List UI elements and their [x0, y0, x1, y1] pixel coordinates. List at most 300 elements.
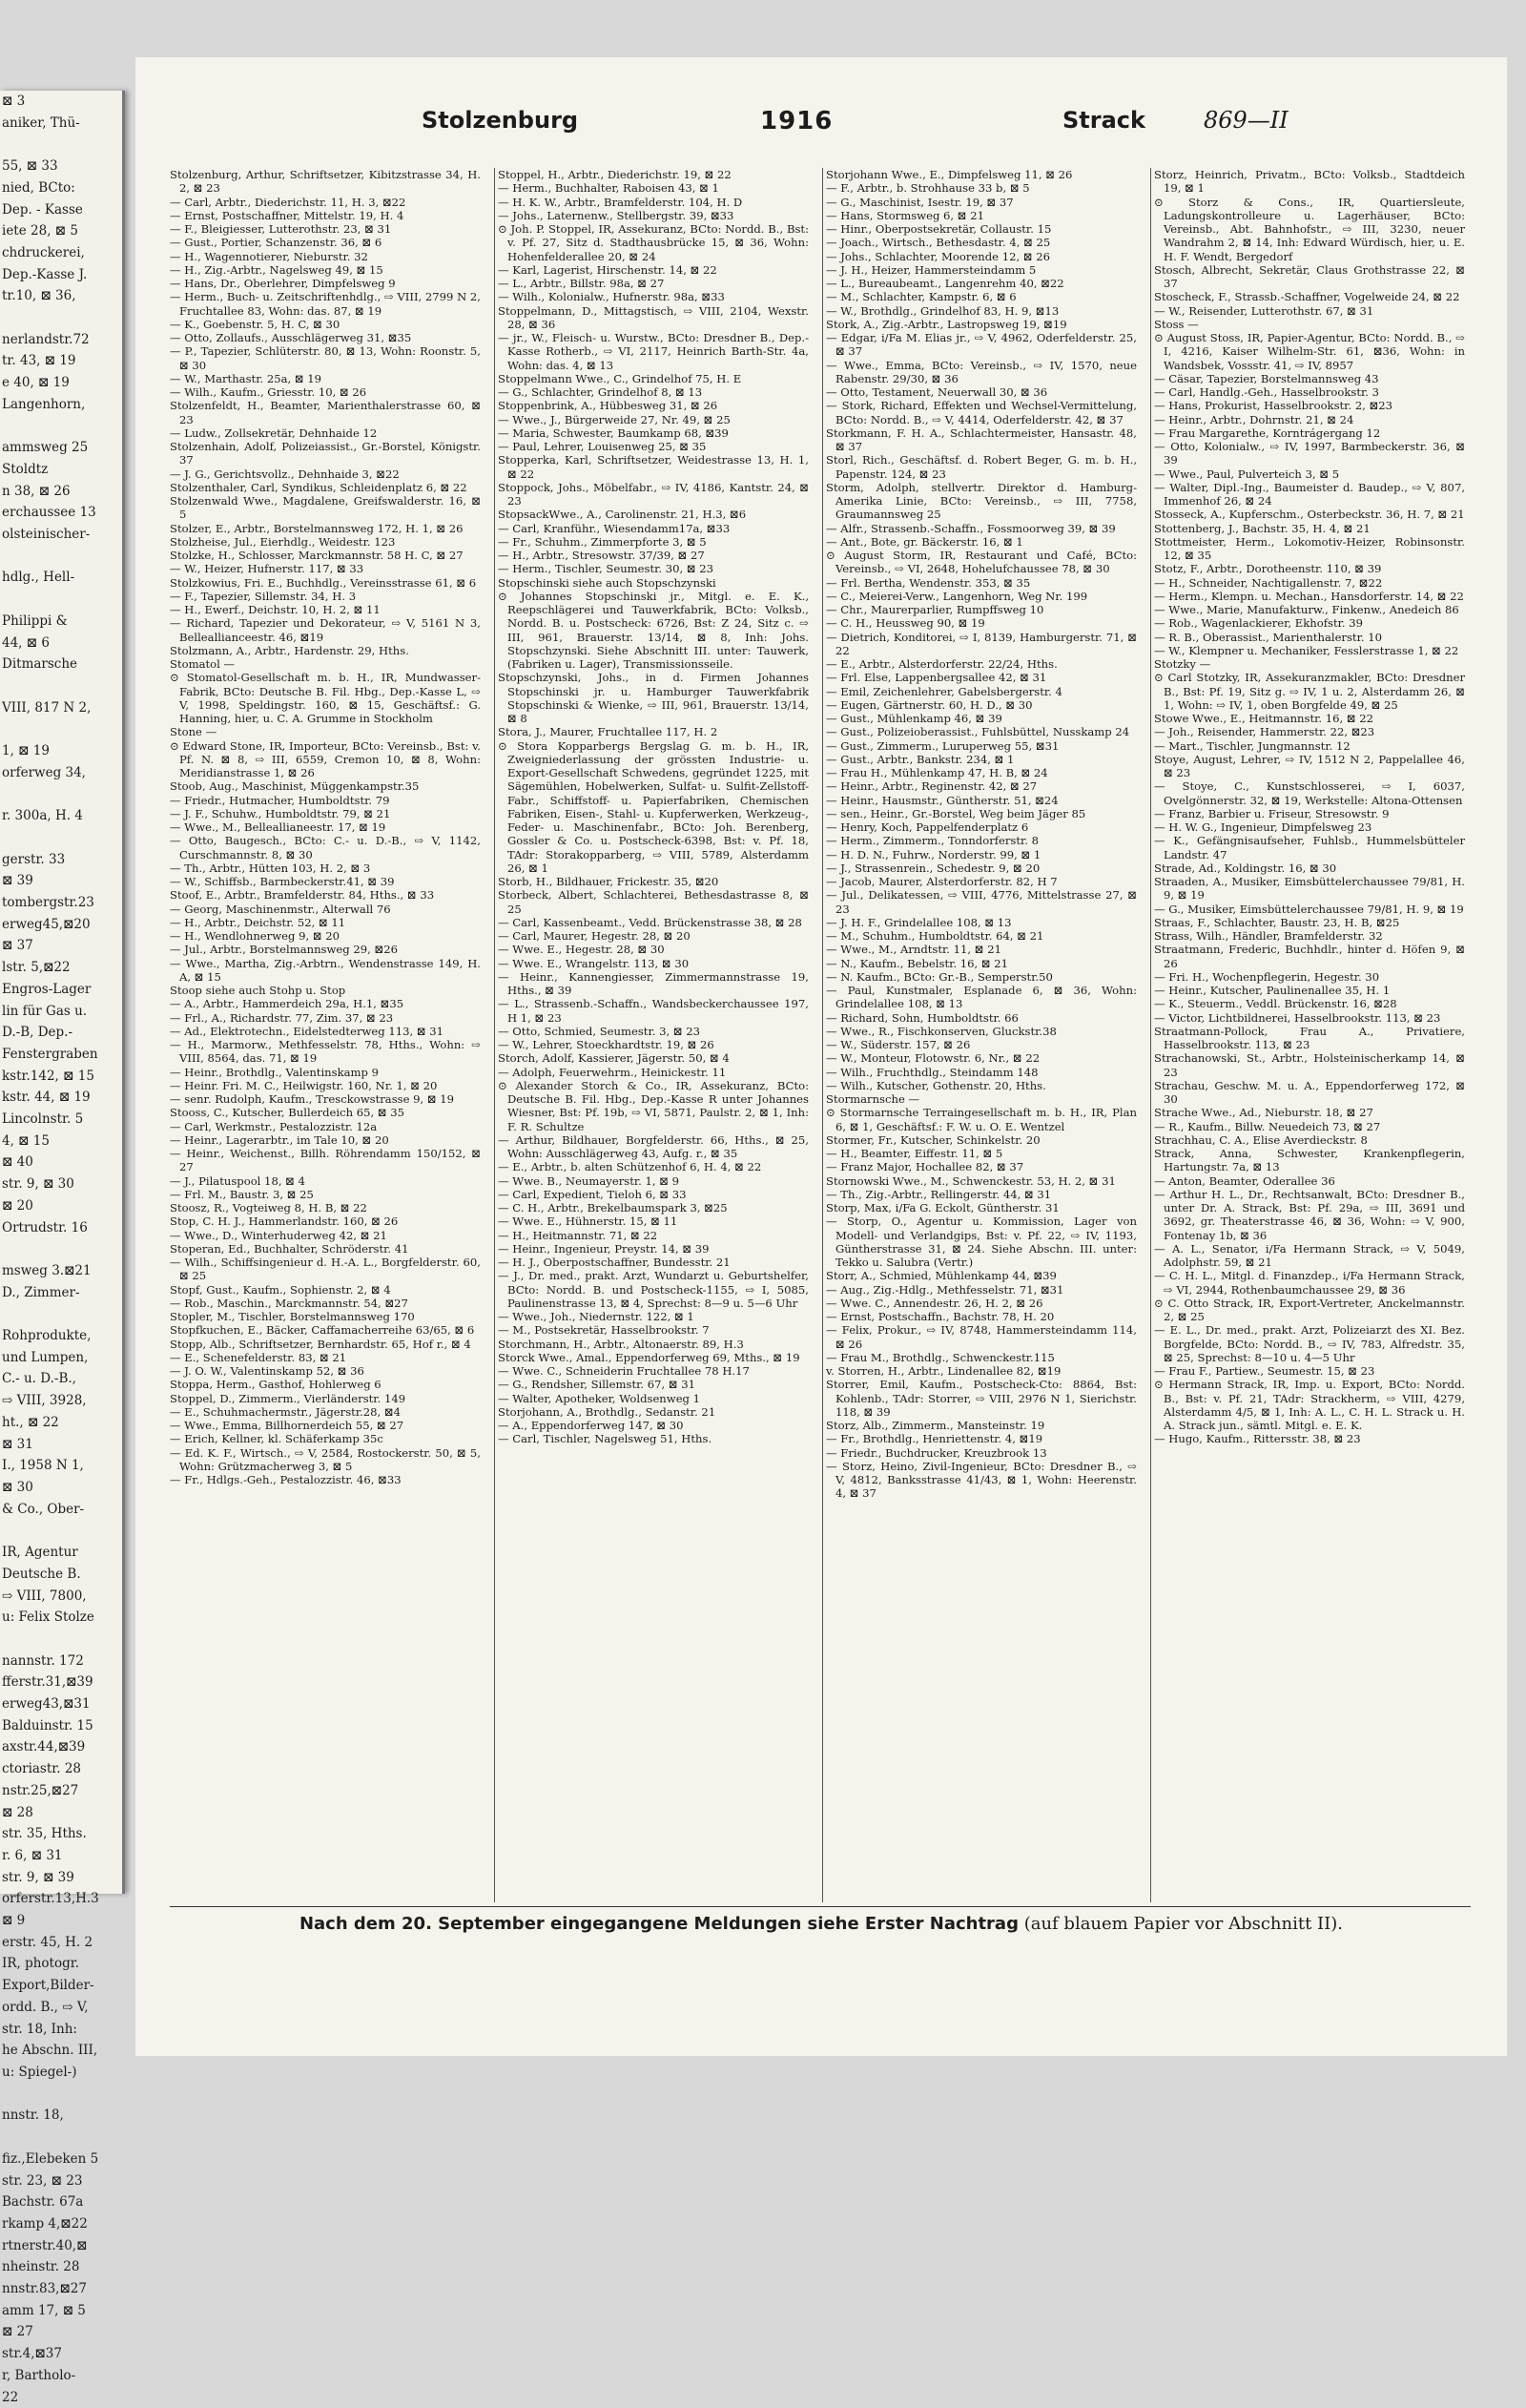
directory-entry: Stormer, Fr., Kutscher, Schinkelstr. 20 — [826, 1132, 1041, 1147]
directory-entry: Storr, A., Schmied, Mühlenkamp 44, ⊠39 — [826, 1269, 1057, 1283]
directory-entry: — Heinr., Arbtr., Dohrnstr. 21, ⊠ 24 — [1154, 412, 1354, 426]
directory-entry: — C., Meierei-Verw., Langenhorn, Weg Nr. 199 — [826, 589, 1088, 603]
directory-entry: Stoof, E., Arbtr., Bramfelderstr. 84, Hths., ⊠ 33 — [170, 888, 435, 903]
directory-entry: — Aug., Zig.-Hdlg., Methfesselstr. 71, ⊠31 — [826, 1282, 1064, 1297]
left-page-fragment: Stoldtz — [2, 461, 49, 477]
directory-entry: Stopp, Alb., Schriftsetzer, Bernhardstr. 65, Hof r., ⊠ 4 — [170, 1337, 471, 1351]
directory-entry: — Gust., Zimmerm., Luruperweg 55, ⊠31 — [826, 738, 1060, 753]
directory-entry: — Franz Major, Hochallee 82, ⊠ 37 — [826, 1160, 1024, 1174]
directory-entry: — H. K. W., Arbtr., Bramfelderstr. 104, H. D — [498, 195, 743, 209]
directory-entry: — Jacob, Maurer, Alsterdorferstr. 82, H 7 — [826, 875, 1058, 888]
directory-entry: — Heinr., Ingenieur, Preystr. 14, ⊠ 39 — [498, 1241, 710, 1256]
directory-entry: Stottmeister, Herm., Lokomotiv-Heizer, Robinsonstr. 12, ⊠ 35 — [1154, 534, 1465, 562]
directory-entry: — Richard, Tapezier und Dekorateur, ⇨ V, 5161 N 3, Belleallianceestr. 46, ⊠19 — [170, 616, 481, 644]
directory-entry: — Felix, Prokur., ⇨ IV, 8748, Hammersteindamm 114, ⊠ 26 — [826, 1323, 1137, 1351]
directory-entry: — W., Reisender, Lutterothstr. 67, ⊠ 31 — [1154, 303, 1374, 318]
footer-note-bold: Nach dem 20. September eingegangene Meldungen siehe Erster Nachtrag — [299, 1914, 1019, 1934]
directory-entry: ⊙ Stora Kopparbergs Bergslag G. m. b. H., IR, Zweigniederlassung der grössten Industrie- u. Export-Gesellschaft Schwedens, gegründet 1225, mit Sägemühlen, Hobelwerken, Sulfat- u. Sulfit-Zellstoff-Fabr., Schiffstoff- u. Papierfabriken, Chemischen Fabriken, Eisen-, Stahl- u. Kupferwerken, Werkzeug-, Feder- u. Maschinenfabr., BCto: Joh. Berenberg, Gossler & Co. u. Postscheck-6398, Bst: v. Pf. 18, TAdr: Storakopparberg, ⇨ VIII, 5789, Alsterdamm 26, ⊠ 1 — [498, 738, 809, 875]
directory-entry: — Wwe., Emma, BCto: Vereinsb., ⇨ IV, 1570, neue Rabenstr. 29/30, ⊠ 36 — [826, 358, 1137, 385]
directory-entry: — Wwe. C., Schneiderin Fruchtallee 78 H.17 — [498, 1364, 750, 1378]
directory-entry: Stottenberg, J., Bachstr. 35, H. 4, ⊠ 21 — [1154, 521, 1371, 535]
header-left-catchword: Stolzenburg — [422, 107, 579, 134]
left-page-fragment: n 38, ⊠ 26 — [2, 483, 71, 499]
directory-entry: — Fr., Schuhm., Zimmerpforte 3, ⊠ 5 — [498, 534, 707, 549]
directory-entry: — W., Heizer, Hufnerstr. 117, ⊠ 33 — [170, 562, 364, 576]
left-page-fragment: str. 23, ⊠ 23 — [2, 2172, 83, 2189]
directory-entry: Stolzenfeldt, H., Beamter, Marienthalerstrasse 60, ⊠ 23 — [170, 399, 481, 426]
directory-entry: — H. D. N., Fuhrw., Norderstr. 99, ⊠ 1 — [826, 847, 1041, 861]
directory-entry: — Arthur H. L., Dr., Rechtsanwalt, BCto: Dresdner B., unter Dr. A. Strack, Bst: Pf. 29a, ⇨ III, 3691 und 3692, gr. Theaterstrasse 46, ⊠ 36, Wohn: ⇨ V, 900, Fontenay 1b, ⊠ 36 — [1154, 1187, 1465, 1242]
previous-page-edge — [0, 91, 125, 2405]
left-page-fragment — [0, 416, 122, 438]
left-page-fragment: Export,Bilder- — [2, 1978, 94, 1994]
directory-entry: — Ed. K. F., Wirtsch., ⇨ V, 2584, Rostockerstr. 50, ⊠ 5, Wohn: Grützmacherweg 3, ⊠ 5 — [170, 1445, 481, 1473]
left-page-fragment: ⊠ 40 — [2, 1154, 33, 1171]
directory-entry: — F., Arbtr., b. Strohhause 33 b, ⊠ 5 — [826, 181, 1030, 196]
left-page-fragment: Philippi & — [2, 612, 68, 629]
left-page-fragment — [0, 1520, 122, 1542]
left-page-fragment: ⊠ 27 — [2, 2324, 33, 2340]
directory-entry: — Chr., Maurerparlier, Rumpffsweg 10 — [826, 603, 1044, 616]
directory-entry: — L., Arbtr., Billstr. 98a, ⊠ 27 — [498, 277, 665, 290]
directory-entry: — J., Dr. med., prakt. Arzt, Wundarzt u. Geburtshelfer, BCto: Nordd. B. und Postscheck-1155, ⇨ I, 5085, Paulinenstrasse 13, ⊠ 4, Sprechst: 8—9 u. 5—6 Uhr — [498, 1269, 809, 1310]
directory-entry: — G., Musiker, Eimsbüttelerchaussee 79/81, H. 9, ⊠ 19 — [1154, 902, 1464, 916]
directory-entry: — Heinr., Weichenst., Billh. Röhrendamm 150/152, ⊠ 27 — [170, 1147, 481, 1174]
directory-entry: Stork, A., Zig.-Arbtr., Lastropsweg 19, ⊠19 — [826, 317, 1067, 331]
left-page-fragment — [0, 784, 122, 806]
directory-entry: — G., Maschinist, Isestr. 19, ⊠ 37 — [826, 195, 1014, 209]
directory-entry: — Otto, Kolonialw., ⇨ IV, 1997, Barmbeckerstr. 36, ⊠ 39 — [1154, 440, 1465, 467]
directory-entry: — Rob., Maschin., Marckmannstr. 54, ⊠27 — [170, 1296, 408, 1310]
directory-entry: Straatmann-Pollock, Frau A., Privatiere, Hasselbrookstr. 113, ⊠ 23 — [1154, 1024, 1465, 1051]
directory-entry: — Cäsar, Tapezier, Borstelmannsweg 43 — [1154, 371, 1379, 385]
directory-entry: — M., Schlachter, Kampstr. 6, ⊠ 6 — [826, 290, 1017, 304]
directory-entry: — Heinr., Lagerarbtr., im Tale 10, ⊠ 20 — [170, 1132, 389, 1147]
directory-entry: — Friedr., Buchdrucker, Kreuzbrook 13 — [826, 1445, 1047, 1460]
left-page-fragment: 1, ⊠ 19 — [2, 743, 50, 759]
directory-entry: ⊙ Edward Stone, IR, Importeur, BCto: Vereinsb., Bst: v. Pf. N. ⊠ 8, ⇨ III, 6559, Cremon 10, ⊠ 8, Wohn: Meridianstrasse 1, ⊠ 26 — [170, 738, 481, 779]
left-page-fragment: ⊠ 30 — [2, 1480, 33, 1495]
entry-columns — [170, 168, 1471, 1902]
left-page-fragment: axstr.44,⊠39 — [2, 1739, 86, 1755]
directory-entry: ⊙ August Storm, IR, Restaurant und Café, BCto: Vereinsb., ⇨ VI, 2648, Hohelufchaussee 78, ⊠ 30 — [826, 549, 1137, 576]
directory-entry: — Walter, Dipl.-Ing., Baumeister d. Baudep., ⇨ V, 807, Immenhof 26, ⊠ 24 — [1154, 480, 1465, 508]
directory-entry: — Joach., Wirtsch., Bethesdastr. 4, ⊠ 25 — [826, 236, 1051, 250]
left-page-fragment: u: Spiegel-) — [2, 2064, 77, 2080]
directory-entry: — K., Steuerm., Veddl. Brückenstr. 16, ⊠28 — [1154, 997, 1397, 1011]
left-page-fragment: Bachstr. 67a — [2, 2194, 84, 2211]
directory-entry: Storbeck, Albert, Schlachterei, Bethesdastrasse 8, ⊠ 25 — [498, 888, 809, 916]
directory-entry: — Otto, Zollaufs., Ausschlägerweg 31, ⊠35 — [170, 331, 412, 344]
left-page-fragment — [0, 307, 122, 329]
directory-entry: Storz, Heinrich, Privatm., BCto: Volksb., Stadtdeich 19, ⊠ 1 — [1154, 168, 1465, 196]
directory-entry: — N., Kaufm., Bebelstr. 16, ⊠ 21 — [826, 956, 1009, 970]
footer-note-plain: (auf blauem Papier vor Abschnitt II). — [1018, 1914, 1344, 1934]
directory-entry: — Heinr., Brothdlg., Valentinskamp 9 — [170, 1065, 379, 1079]
directory-entry: — H., Arbtr., Deichstr. 52, ⊠ 11 — [170, 915, 346, 929]
directory-entry: Stolzke, H., Schlosser, Marckmannstr. 58 H. C, ⊠ 27 — [170, 549, 464, 562]
directory-entry: — H., Wendlohnerweg 9, ⊠ 20 — [170, 929, 340, 943]
directory-entry: Strade, Ad., Koldingstr. 16, ⊠ 30 — [1154, 861, 1337, 875]
directory-entry: ⊙ Joh. P. Stoppel, IR, Assekuranz, BCto: Nordd. B., Bst: v. Pf. 27, Sitz d. Stadthausbrücke 15, ⊠ 36, Wohn: Hohenfelderallee 20, ⊠ 24 — [498, 222, 809, 263]
directory-entry: — Herm., Klempn. u. Mechan., Hansdorferstr. 14, ⊠ 22 — [1154, 589, 1464, 603]
directory-entry: — Heinr., Kannengiesser, Zimmermannstrasse 19, Hths., ⊠ 39 — [498, 969, 809, 997]
directory-entry: — Wwe., Martha, Zig.-Arbtrn., Wendenstrasse 149, H. A, ⊠ 15 — [170, 956, 481, 984]
left-page-fragment: hdlg., Hell- — [2, 570, 75, 586]
directory-entry: Straaden, A., Musiker, Eimsbüttelerchaussee 79/81, H. 9, ⊠ 19 — [1154, 875, 1465, 903]
directory-entry: — Hans, Dr., Oberlehrer, Dimpfelsweg 9 — [170, 277, 396, 290]
directory-entry: — Wilh., Kaufm., Griesstr. 10, ⊠ 26 — [170, 385, 367, 399]
directory-entry: Stotz, F., Arbtr., Dorotheenstr. 110, ⊠ 39 — [1154, 562, 1382, 576]
directory-entry: — Paul, Kunstmaler, Esplanade 6, ⊠ 36, Wohn: Grindelallee 108, ⊠ 13 — [826, 984, 1137, 1011]
directory-entry: Strachhau, C. A., Elise Averdieckstr. 8 — [1154, 1132, 1368, 1147]
directory-entry: Storkmann, F. H. A., Schlachtermeister, Hansastr. 48, ⊠ 37 — [826, 426, 1137, 453]
directory-entry: — Emil, Zeichenlehrer, Gabelsbergerstr. 4 — [826, 684, 1062, 698]
left-page-fragment: 22 — [2, 2389, 19, 2405]
directory-entry: — Mart., Tischler, Jungmannstr. 12 — [1154, 738, 1351, 753]
left-page-fragment: chdruckerei, — [2, 244, 85, 260]
directory-entry: — Paul, Lehrer, Louisenweg 25, ⊠ 35 — [498, 440, 707, 453]
left-page-fragment — [0, 589, 122, 611]
directory-entry: Strass, Wilh., Händler, Bramfelderstr. 32 — [1154, 929, 1383, 943]
directory-entry: — E., Arbtr., Alsterdorferstr. 22/24, Hths. — [826, 657, 1058, 671]
directory-entry: — Arthur, Bildhauer, Borgfelderstr. 66, Hths., ⊠ 25, Wohn: Ausschlägerweg 43, Aufg. r., ⊠ 35 — [498, 1132, 809, 1160]
directory-entry: — C. H. L., Mitgl. d. Finanzdep., i/Fa Hermann Strack, ⇨ VI, 2944, Rothenbaumchaussee 29, ⊠ 36 — [1154, 1269, 1465, 1297]
directory-entry: Stora, J., Maurer, Fruchtallee 117, H. 2 — [498, 725, 718, 739]
directory-entry: — J., Pilatuspool 18, ⊠ 4 — [170, 1173, 305, 1188]
left-page-fragment: olsteinischer- — [2, 527, 91, 543]
directory-entry: — R., Kaufm., Billw. Neuedeich 73, ⊠ 27 — [1154, 1119, 1381, 1133]
directory-entry: Storjohann Wwe., E., Dimpfelsweg 11, ⊠ 26 — [826, 168, 1073, 181]
directory-entry: — M., Postsekretär, Hasselbrookstr. 7 — [498, 1323, 710, 1338]
directory-entry: — Anton, Beamter, Oderallee 36 — [1154, 1173, 1335, 1188]
directory-entry: Stoppelmann, D., Mittagstisch, ⇨ VIII, 2104, Wexstr. 28, ⊠ 36 — [498, 303, 809, 331]
directory-entry: — G., Rendsher, Sillemstr. 67, ⊠ 31 — [498, 1378, 696, 1392]
directory-entry: — Jul., Arbtr., Borstelmannsweg 29, ⊠26 — [170, 943, 398, 957]
left-page-fragment: nstr.25,⊠27 — [2, 1782, 79, 1798]
directory-entry: — sen., Heinr., Gr.-Borstel, Weg beim Jäger 85 — [826, 806, 1086, 820]
column-4 — [1154, 168, 1465, 1902]
directory-entry: Storch, Adolf, Kassierer, Jägerstr. 50, ⊠ 4 — [498, 1051, 730, 1066]
directory-entry: Strache Wwe., Ad., Nieburstr. 18, ⊠ 27 — [1154, 1106, 1373, 1120]
directory-entry: — Frau Margarethe, Korntrágergang 12 — [1154, 426, 1381, 440]
directory-entry: — Fr., Hdlgs.-Geh., Pestalozzistr. 46, ⊠33 — [170, 1473, 402, 1486]
left-page-fragment: C.- u. D.-B., — [2, 1371, 76, 1387]
left-page-fragment: erweg43,⊠31 — [2, 1696, 91, 1713]
left-page-fragment: ⇨ VIII, 3928, — [2, 1393, 87, 1409]
directory-entry: — W., Schiffsb., Barmbeckerstr.41, ⊠ 39 — [170, 875, 395, 888]
column-divider — [822, 168, 823, 1902]
directory-entry: — Maria, Schwester, Baumkamp 68, ⊠39 — [498, 426, 729, 440]
left-page-fragment: str. 18, Inh: — [2, 2021, 77, 2037]
directory-entry: — N. Kaufm., BCto: Gr.-B., Semperstr.50 — [826, 969, 1053, 984]
directory-entry: Stoppa, Herm., Gasthof, Hohlerweg 6 — [170, 1378, 382, 1392]
directory-entry: — W., Klempner u. Mechaniker, Fesslerstrasse 1, ⊠ 22 — [1154, 643, 1459, 657]
directory-entry: — Wwe., Emma, Billhornerdeich 55, ⊠ 27 — [170, 1419, 404, 1432]
directory-entry: — Georg, Maschinenmstr., Alterwall 76 — [170, 902, 391, 916]
column-divider — [494, 168, 495, 1902]
directory-entry: Stolzenburg, Arthur, Schriftsetzer, Kibitzstrasse 34, H. 2, ⊠ 23 — [170, 168, 481, 196]
directory-entry: Stowe Wwe., E., Heitmannstr. 16, ⊠ 22 — [1154, 712, 1374, 725]
directory-entry: ⊙ Stomatol-Gesellschaft m. b. H., IR, Mundwasser-Fabrik, BCto: Deutsche B. Fil. Hbg., Dep.-Kasse L, ⇨ V, 1998, Speldingstr. 160, ⊠ 15, Geschäftsf.: G. Hanning, hier, u. C. A. Grumme in Stockholm — [170, 671, 481, 725]
directory-entry: — K., Gefängnisaufseher, Fuhlsb., Hummelsbütteler Landstr. 47 — [1154, 834, 1465, 861]
left-page-fragment: D., Zimmer- — [2, 1284, 80, 1300]
directory-entry: — Carl, Maurer, Hegestr. 28, ⊠ 20 — [498, 929, 691, 943]
directory-entry: — G., Schlachter, Grindelhof 8, ⊠ 13 — [498, 385, 703, 399]
directory-entry: — Johs., Laternenw., Stellbergstr. 39, ⊠33 — [498, 208, 734, 222]
left-page-fragment: fiz.,Elebeken 5 — [2, 2150, 99, 2167]
directory-entry: — Wwe. E., Hegestr. 28, ⊠ 30 — [498, 943, 665, 957]
directory-entry: — Heinr., Arbtr., Reginenstr. 42, ⊠ 27 — [826, 779, 1038, 794]
directory-entry: Stoye, August, Lehrer, ⇨ IV, 1512 N 2, Pappelallee 46, ⊠ 23 — [1154, 752, 1465, 779]
directory-entry: Stornowski Wwe., M., Schwenckestr. 53, H. 2, ⊠ 31 — [826, 1173, 1116, 1188]
directory-entry: — Wwe., M., Arndtstr. 11, ⊠ 21 — [826, 943, 1001, 957]
left-page-fragment: Ortrudstr. 16 — [2, 1219, 88, 1235]
directory-entry: — Adolph, Feuerwehrm., Heinickestr. 11 — [498, 1065, 727, 1079]
directory-entry: — Gust., Arbtr., Bankstr. 234, ⊠ 1 — [826, 752, 1015, 766]
directory-entry: — Richard, Sohn, Humboldtstr. 66 — [826, 1010, 1019, 1025]
left-page-fragment — [0, 827, 122, 849]
directory-entry: Stoosz, R., Vogteiweg 8, H. B, ⊠ 22 — [170, 1201, 367, 1214]
directory-entry: — Wwe. B., Neumayerstr. 1, ⊠ 9 — [498, 1173, 680, 1188]
left-page-fragment: orferweg 34, — [2, 764, 86, 780]
directory-entry: Stomatol — — [170, 657, 236, 671]
page-header — [135, 107, 1507, 145]
directory-entry: Stosseck, A., Kupferschm., Osterbeckstr. 36, H. 7, ⊠ 21 — [1154, 508, 1465, 522]
left-page-fragment: 44, ⊠ 6 — [2, 634, 50, 651]
directory-entry: — A., Eppendorferweg 147, ⊠ 30 — [498, 1419, 684, 1432]
directory-entry: — Fri. H., Wochenpflegerin, Hegestr. 30 — [1154, 969, 1380, 984]
left-page-fragment — [0, 1303, 122, 1325]
left-page-fragment: lstr. 5,⊠22 — [2, 960, 71, 976]
left-page-fragment: IR, photogr. — [2, 1956, 79, 1972]
left-page-fragment: Dep.-Kasse J. — [2, 266, 88, 282]
directory-entry: Stosch, Albrecht, Sekretär, Claus Grothstrasse 22, ⊠ 37 — [1154, 262, 1465, 290]
left-page-fragment: 55, ⊠ 33 — [2, 158, 58, 175]
left-page-fragment: I., 1958 N 1, — [2, 1458, 84, 1474]
left-page-fragment: Deutsche B. — [2, 1566, 81, 1582]
left-page-fragment: str. 9, ⊠ 39 — [2, 1869, 74, 1885]
directory-entry: Stoss — — [1154, 317, 1199, 331]
directory-entry: — Frau F., Partiew., Seumestr. 15, ⊠ 23 — [1154, 1364, 1375, 1378]
directory-entry: — W., Lehrer, Stoeckhardtstr. 19, ⊠ 26 — [498, 1038, 714, 1051]
column-2 — [498, 168, 809, 1902]
directory-entry: — Storp, O., Agentur u. Kommission, Lager von Modell- und Verlandgips, Bst: v. Pf. 22, ⇨ IV, 1193, Güntherstrasse 31, ⊠ 24. Siehe Abschn. III. unter: Tekko u. Salubra (Vertr.) — [826, 1214, 1137, 1269]
directory-entry: — Wilh., Schiffsingenieur d. H.-A. L., Borgfelderstr. 60, ⊠ 25 — [170, 1256, 481, 1283]
directory-entry: Stopschzynski, Johs., in d. Firmen Johannes Stopschinski jr. u. Hamburger Tauwerkfabrik Stopschinski & Wienke, ⇨ III, 961, Brauerstr. 13/14, ⊠ 8 — [498, 671, 809, 725]
directory-entry: — Erich, Kellner, kl. Schäferkamp 35c — [170, 1432, 383, 1446]
directory-entry: Storjohann, A., Brothdlg., Sedanstr. 21 — [498, 1404, 716, 1419]
directory-entry: — W., Monteur, Flotowstr. 6, Nr., ⊠ 22 — [826, 1051, 1041, 1066]
directory-entry: — A., Arbtr., Hammerdeich 29a, H.1, ⊠35 — [170, 997, 404, 1011]
directory-entry: ⊙ Stormarnsche Terraingesellschaft m. b. H., IR, Plan 6, ⊠ 1, Geschäftsf.: F. W. u. O. E. Wentzel — [826, 1106, 1137, 1133]
directory-entry: — Otto, Baugesch., BCto: C.- u. D.-B., ⇨ V, 1142, Curschmannstr. 8, ⊠ 30 — [170, 834, 481, 861]
directory-entry: Stoscheck, F., Strassb.-Schaffner, Vogelweide 24, ⊠ 22 — [1154, 290, 1460, 304]
directory-entry: — Ant., Bote, gr. Bäckerstr. 16, ⊠ 1 — [826, 534, 1023, 549]
directory-entry: — Carl, Kranführ., Wiesendamm17a, ⊠33 — [498, 521, 731, 535]
directory-entry: — H., Zig.-Arbtr., Nagelsweg 49, ⊠ 15 — [170, 262, 383, 277]
header-right-catchword: Strack — [1062, 107, 1145, 134]
directory-entry: — Ernst, Postschaffner, Mittelstr. 19, H. 4 — [170, 208, 404, 222]
left-page-fragment: str. 9, ⊠ 30 — [2, 1176, 74, 1193]
left-page-fragment: D.-B, Dep.- — [2, 1025, 73, 1041]
directory-entry: — K., Goebenstr. 5, H. C, ⊠ 30 — [170, 317, 340, 331]
left-page-fragment: Rohprodukte, — [2, 1328, 92, 1344]
directory-entry: — Th., Arbtr., Hütten 103, H. 2, ⊠ 3 — [170, 861, 371, 875]
directory-entry: — Gust., Polizeioberassist., Fuhlsbüttel, Nusskamp 24 — [826, 725, 1130, 739]
directory-entry: — Frau M., Brothdlg., Schwenckestr.115 — [826, 1350, 1055, 1364]
directory-entry: ⊙ August Stoss, IR, Papier-Agentur, BCto: Nordd. B., ⇨ I, 4216, Kaiser Wilhelm-Str. 61, ⊠36, Wohn: in Wandsbek, Vossstr. 41, ⇨ IV, 8957 — [1154, 331, 1465, 372]
directory-entry: — Jul., Delikatessen, ⇨ VIII, 4776, Mittelstrasse 27, ⊠ 23 — [826, 888, 1137, 916]
directory-entry: — jr., W., Fleisch- u. Wurstw., BCto: Dresdner B., Dep.-Kasse Rotherb., ⇨ VI, 2117, Heinrich Barth-Str. 4a, Wohn: das. 4, ⊠ 13 — [498, 331, 809, 372]
directory-entry: Stoob, Aug., Maschinist, Müggenkampstr.35 — [170, 779, 420, 794]
directory-entry: — Wwe. E., Wrangelstr. 113, ⊠ 30 — [498, 956, 690, 970]
directory-entry: — Carl, Expedient, Tieloh 6, ⊠ 33 — [498, 1187, 687, 1201]
directory-entry: — P., Tapezier, Schlüterstr. 80, ⊠ 13, Wohn: Roonstr. 5, ⊠ 30 — [170, 344, 481, 372]
left-page-fragment: Engros-Lager — [2, 981, 92, 997]
directory-entry: — Johs., Schlachter, Moorende 12, ⊠ 26 — [826, 249, 1050, 263]
left-page-fragment: ⊠ 31 — [2, 1436, 33, 1452]
directory-entry: — Wwe., Paul, Pulverteich 3, ⊠ 5 — [1154, 467, 1340, 481]
directory-entry: Stolzenhain, Adolf, Polizeiassist., Gr.-Borstel, Königstr. 37 — [170, 440, 481, 467]
left-page-fragment — [0, 2127, 122, 2149]
directory-entry: Stotzky — — [1154, 657, 1211, 671]
directory-entry: — Storz, Heino, Zivil-Ingenieur, BCto: Dresdner B., ⇨ V, 4812, Banksstrasse 41/43, ⊠ 1, Wohn: Heerenstr. 4, ⊠ 37 — [826, 1459, 1137, 1501]
directory-entry: — M., Schuhm., Humboldtstr. 64, ⊠ 21 — [826, 929, 1044, 943]
directory-entry: Stoppel, H., Arbtr., Diederichstr. 19, ⊠ 22 — [498, 168, 732, 181]
directory-entry: — H. J., Oberpostschaffner, Bundesstr. 21 — [498, 1256, 731, 1269]
left-page-fragment: rtnerstr.40,⊠ — [2, 2237, 88, 2253]
left-page-fragment: nied, BCto: — [2, 179, 75, 196]
directory-entry: — Frl. M., Baustr. 3, ⊠ 25 — [170, 1187, 314, 1201]
column-1 — [170, 168, 481, 1902]
left-page-fragment: ⊠ 28 — [2, 1804, 33, 1820]
directory-entry: v. Storren, H., Arbtr., Lindenallee 82, ⊠19 — [826, 1364, 1062, 1378]
directory-entry: — Victor, Lichtbildnerei, Hasselbrookstr. 113, ⊠ 23 — [1154, 1010, 1441, 1025]
left-page-fragment: und Lumpen, — [2, 1349, 89, 1365]
left-page-fragment — [0, 1238, 122, 1260]
directory-entry: Stooss, C., Kutscher, Bullerdeich 65, ⊠ 35 — [170, 1106, 405, 1120]
directory-entry: — A. L., Senator, i/Fa Hermann Strack, ⇨ V, 5049, Adolphstr. 59, ⊠ 21 — [1154, 1241, 1465, 1269]
left-page-fragment: ⊠ 9 — [2, 1913, 26, 1929]
directory-entry: Storz, Alb., Zimmerm., Mansteinstr. 19 — [826, 1419, 1045, 1432]
directory-entry: — W., Marthastr. 25a, ⊠ 19 — [170, 371, 322, 385]
left-page-fragment: tr. 43, ⊠ 19 — [2, 353, 76, 369]
left-page-fragment — [0, 675, 122, 697]
column-3 — [826, 168, 1137, 1902]
left-page-fragment: tr.10, ⊠ 36, — [2, 288, 76, 304]
left-page-fragment: ⇨ VIII, 7800, — [2, 1588, 87, 1604]
left-page-fragment: nannstr. 172 — [2, 1652, 84, 1669]
directory-entry: — H., Marmorw., Methfesselstr. 78, Hths., Wohn: ⇨ VIII, 8564, das. 71, ⊠ 19 — [170, 1038, 481, 1066]
left-page-fragment: ctoriastr. 28 — [2, 1761, 82, 1777]
directory-entry: — E., Schenefelderstr. 83, ⊠ 21 — [170, 1350, 347, 1364]
directory-entry: Stormarnsche — — [826, 1092, 920, 1106]
directory-entry: Straas, F., Schlachter, Baustr. 23, H. B, ⊠25 — [1154, 915, 1400, 929]
directory-entry: — J. H., Heizer, Hammersteindamm 5 — [826, 262, 1037, 277]
left-page-fragment: VIII, 817 N 2, — [2, 699, 92, 716]
directory-entry: — Wwe., Joh., Niedernstr. 122, ⊠ 1 — [498, 1310, 694, 1323]
directory-entry: — Friedr., Hutmacher, Humboldtstr. 79 — [170, 793, 390, 807]
directory-entry: — Herm., Zimmerm., Tonndorferstr. 8 — [826, 834, 1040, 848]
directory-entry: — J. H. F., Grindelallee 108, ⊠ 13 — [826, 915, 1012, 929]
left-page-fragment: lin für Gas u. — [2, 1003, 88, 1019]
left-page-fragment: Lincolnstr. 5 — [2, 1111, 84, 1128]
directory-entry: Storp, Max, i/Fa G. Eckolt, Güntherstr. 31 — [826, 1201, 1060, 1214]
directory-entry: Stolzheise, Jul., Eierhdlg., Weidestr. 123 — [170, 534, 396, 549]
directory-entry: — H., Beamter, Eiffestr. 11, ⊠ 5 — [826, 1147, 1003, 1160]
directory-entry: — E., Arbtr., b. alten Schützenhof 6, H. 4, ⊠ 22 — [498, 1160, 762, 1174]
left-page-fragment: Ditmarsche — [2, 656, 78, 673]
left-page-fragment: msweg 3.⊠21 — [2, 1262, 92, 1278]
directory-entry: — Edgar, i/Fa M. Elias jr., ⇨ V, 4962, Oderfelderstr. 25, ⊠ 37 — [826, 331, 1137, 359]
directory-page — [135, 57, 1507, 2056]
left-page-fragment: & Co., Ober- — [2, 1501, 85, 1517]
directory-entry: — Carl, Handlg.-Geh., Hasselbrookstr. 3 — [1154, 385, 1380, 399]
left-page-fragment — [0, 2084, 122, 2106]
directory-entry: — E., Schuhmachermstr., Jägerstr.28, ⊠4 — [170, 1404, 401, 1419]
directory-entry: — W., Brothdlg., Grindelhof 83, H. 9, ⊠13 — [826, 303, 1060, 318]
directory-entry: — Herm., Buch- u. Zeitschriftenhdlg., ⇨ VIII, 2799 N 2, Fruchtallee 83, Wohn: das. 87, ⊠ 19 — [170, 290, 481, 318]
directory-entry: — Heinr., Hausmstr., Güntherstr. 51, ⊠24 — [826, 793, 1059, 807]
left-page-fragment: nnstr. 18, — [2, 2107, 64, 2124]
directory-entry: — Carl, Kassenbeamt., Vedd. Brückenstrasse 38, ⊠ 28 — [498, 915, 802, 929]
left-page-fragment: rkamp 4,⊠22 — [2, 2215, 88, 2232]
left-page-fragment: str. 35, Hths. — [2, 1826, 87, 1842]
directory-entry: — Carl, Arbtr., Diederichstr. 11, H. 3, ⊠22 — [170, 195, 406, 209]
directory-entry: — Hinr., Oberpostsekretär, Collaustr. 15 — [826, 222, 1052, 236]
left-page-fragment: erweg45,⊠20 — [2, 916, 91, 932]
directory-entry: — J. G., Gerichtsvollz., Dehnhaide 3, ⊠22 — [170, 467, 400, 481]
directory-entry: — Wilh., Kolonialw., Hufnerstr. 98a, ⊠33 — [498, 290, 725, 304]
directory-entry: — Walter, Apotheker, Woldsenweg 1 — [498, 1391, 701, 1405]
directory-entry: — Wwe. C., Annendestr. 26, H. 2, ⊠ 26 — [826, 1296, 1043, 1310]
directory-entry: Strack, Anna, Schwester, Krankenpflegerin, Hartungstr. 7a, ⊠ 13 — [1154, 1147, 1465, 1174]
column-divider — [1150, 168, 1151, 1902]
left-page-fragment: tombergstr.23 — [2, 895, 94, 911]
directory-entry: — C. H., Heussweg 90, ⊠ 19 — [826, 616, 985, 631]
directory-entry: Storb, H., Bildhauer, Frickestr. 35, ⊠20 — [498, 875, 719, 888]
left-page-fragment: str.4,⊠37 — [2, 2346, 62, 2362]
left-page-fragment — [0, 134, 122, 156]
directory-entry: — Henry, Koch, Pappelfenderplatz 6 — [826, 820, 1029, 834]
left-page-fragment: Balduinstr. 15 — [2, 1717, 93, 1733]
directory-entry: Stopfkuchen, E., Bäcker, Caffamacherreihe 63/65, ⊠ 6 — [170, 1323, 475, 1338]
directory-entry: — Franz, Barbier u. Friseur, Stresowstr. 9 — [1154, 806, 1390, 820]
directory-entry: ⊙ Storz & Cons., IR, Quartiersleute, Ladungskontrolleure u. Lagerhäuser, BCto: Vereinsb., Abt. Bahnhofstr., ⇨ III, 3230, neuer Wandrahm 2, ⊠ 14, Inh: Edward Würdisch, hier, u. E. H. F. Wendt, Bergedorf — [1154, 195, 1465, 263]
directory-entry: ⊙ Johannes Stopschinski jr., Mitgl. e. E. K., Reepschlägerei und Tauwerkfabrik, BCto: Volksb., Nordd. B. u. Postscheck: 6726, Bst: Z 24, Sitz c. ⇨ III, 961, Brauerstr. 13/14, ⊠ 8, Inh: Johs. Stopschzynski. Siehe Abschnitt III. unter: Tauwerk, (Fabriken u. Lager), Transmissionsseile. — [498, 589, 809, 671]
directory-entry: Storm, Adolph, stellvertr. Direktor d. Hamburg-Amerika Linie, BCto: Vereinsb., ⇨ III, 7758, Graumannsweg 25 — [826, 480, 1137, 522]
directory-entry: — Rob., Wagenlackierer, Ekhofstr. 39 — [1154, 616, 1364, 631]
left-page-fragment: kstr.142, ⊠ 15 — [2, 1068, 94, 1084]
left-page-fragment — [0, 1629, 122, 1650]
directory-entry: Storck Wwe., Amal., Eppendorferweg 69, Mths., ⊠ 19 — [498, 1350, 800, 1364]
directory-entry: — senr. Rudolph, Kaufm., Tresckowstrasse 9, ⊠ 19 — [170, 1092, 455, 1106]
directory-entry: — Hans, Prokurist, Hasselbrookstr. 2, ⊠23 — [1154, 399, 1393, 413]
directory-entry: — Dietrich, Konditorei, ⇨ I, 8139, Hamburgerstr. 71, ⊠ 22 — [826, 630, 1137, 657]
directory-entry: ⊙ Hermann Strack, IR, Imp. u. Export, BCto: Nordd. B., Bst: v. Pf. 21, TAdr: Strackherm, ⇨ VIII, 4279, Alsterdamm 4/5, ⊠ 1, Inh: A. L., C. H. L. Strack u. H. A. Strack jun., sämtl. Mitgl. e. E. K. — [1154, 1378, 1465, 1432]
directory-entry: — J. O. W., Valentinskamp 52, ⊠ 36 — [170, 1364, 364, 1378]
directory-entry: — Th., Zig.-Arbtr., Rellingerstr. 44, ⊠ 31 — [826, 1187, 1052, 1201]
directory-entry: Storl, Rich., Geschäftsf. d. Robert Beger, G. m. b. H., Papenstr. 124, ⊠ 23 — [826, 453, 1137, 481]
left-page-fragment: ⊠ 39 — [2, 873, 33, 889]
left-page-fragment: amm 17, ⊠ 5 — [2, 2302, 86, 2318]
directory-entry: — Heinr., Kutscher, Paulinenallee 35, H. 1 — [1154, 984, 1391, 997]
left-page-fragment: ⊠ 20 — [2, 1197, 33, 1214]
directory-entry: — Frl. Bertha, Wendenstr. 353, ⊠ 35 — [826, 575, 1031, 590]
directory-entry: ⊙ C. Otto Strack, IR, Export-Vertreter, Anckelmannstr. 2, ⊠ 25 — [1154, 1296, 1465, 1323]
left-page-fragment: e 40, ⊠ 19 — [2, 375, 70, 391]
